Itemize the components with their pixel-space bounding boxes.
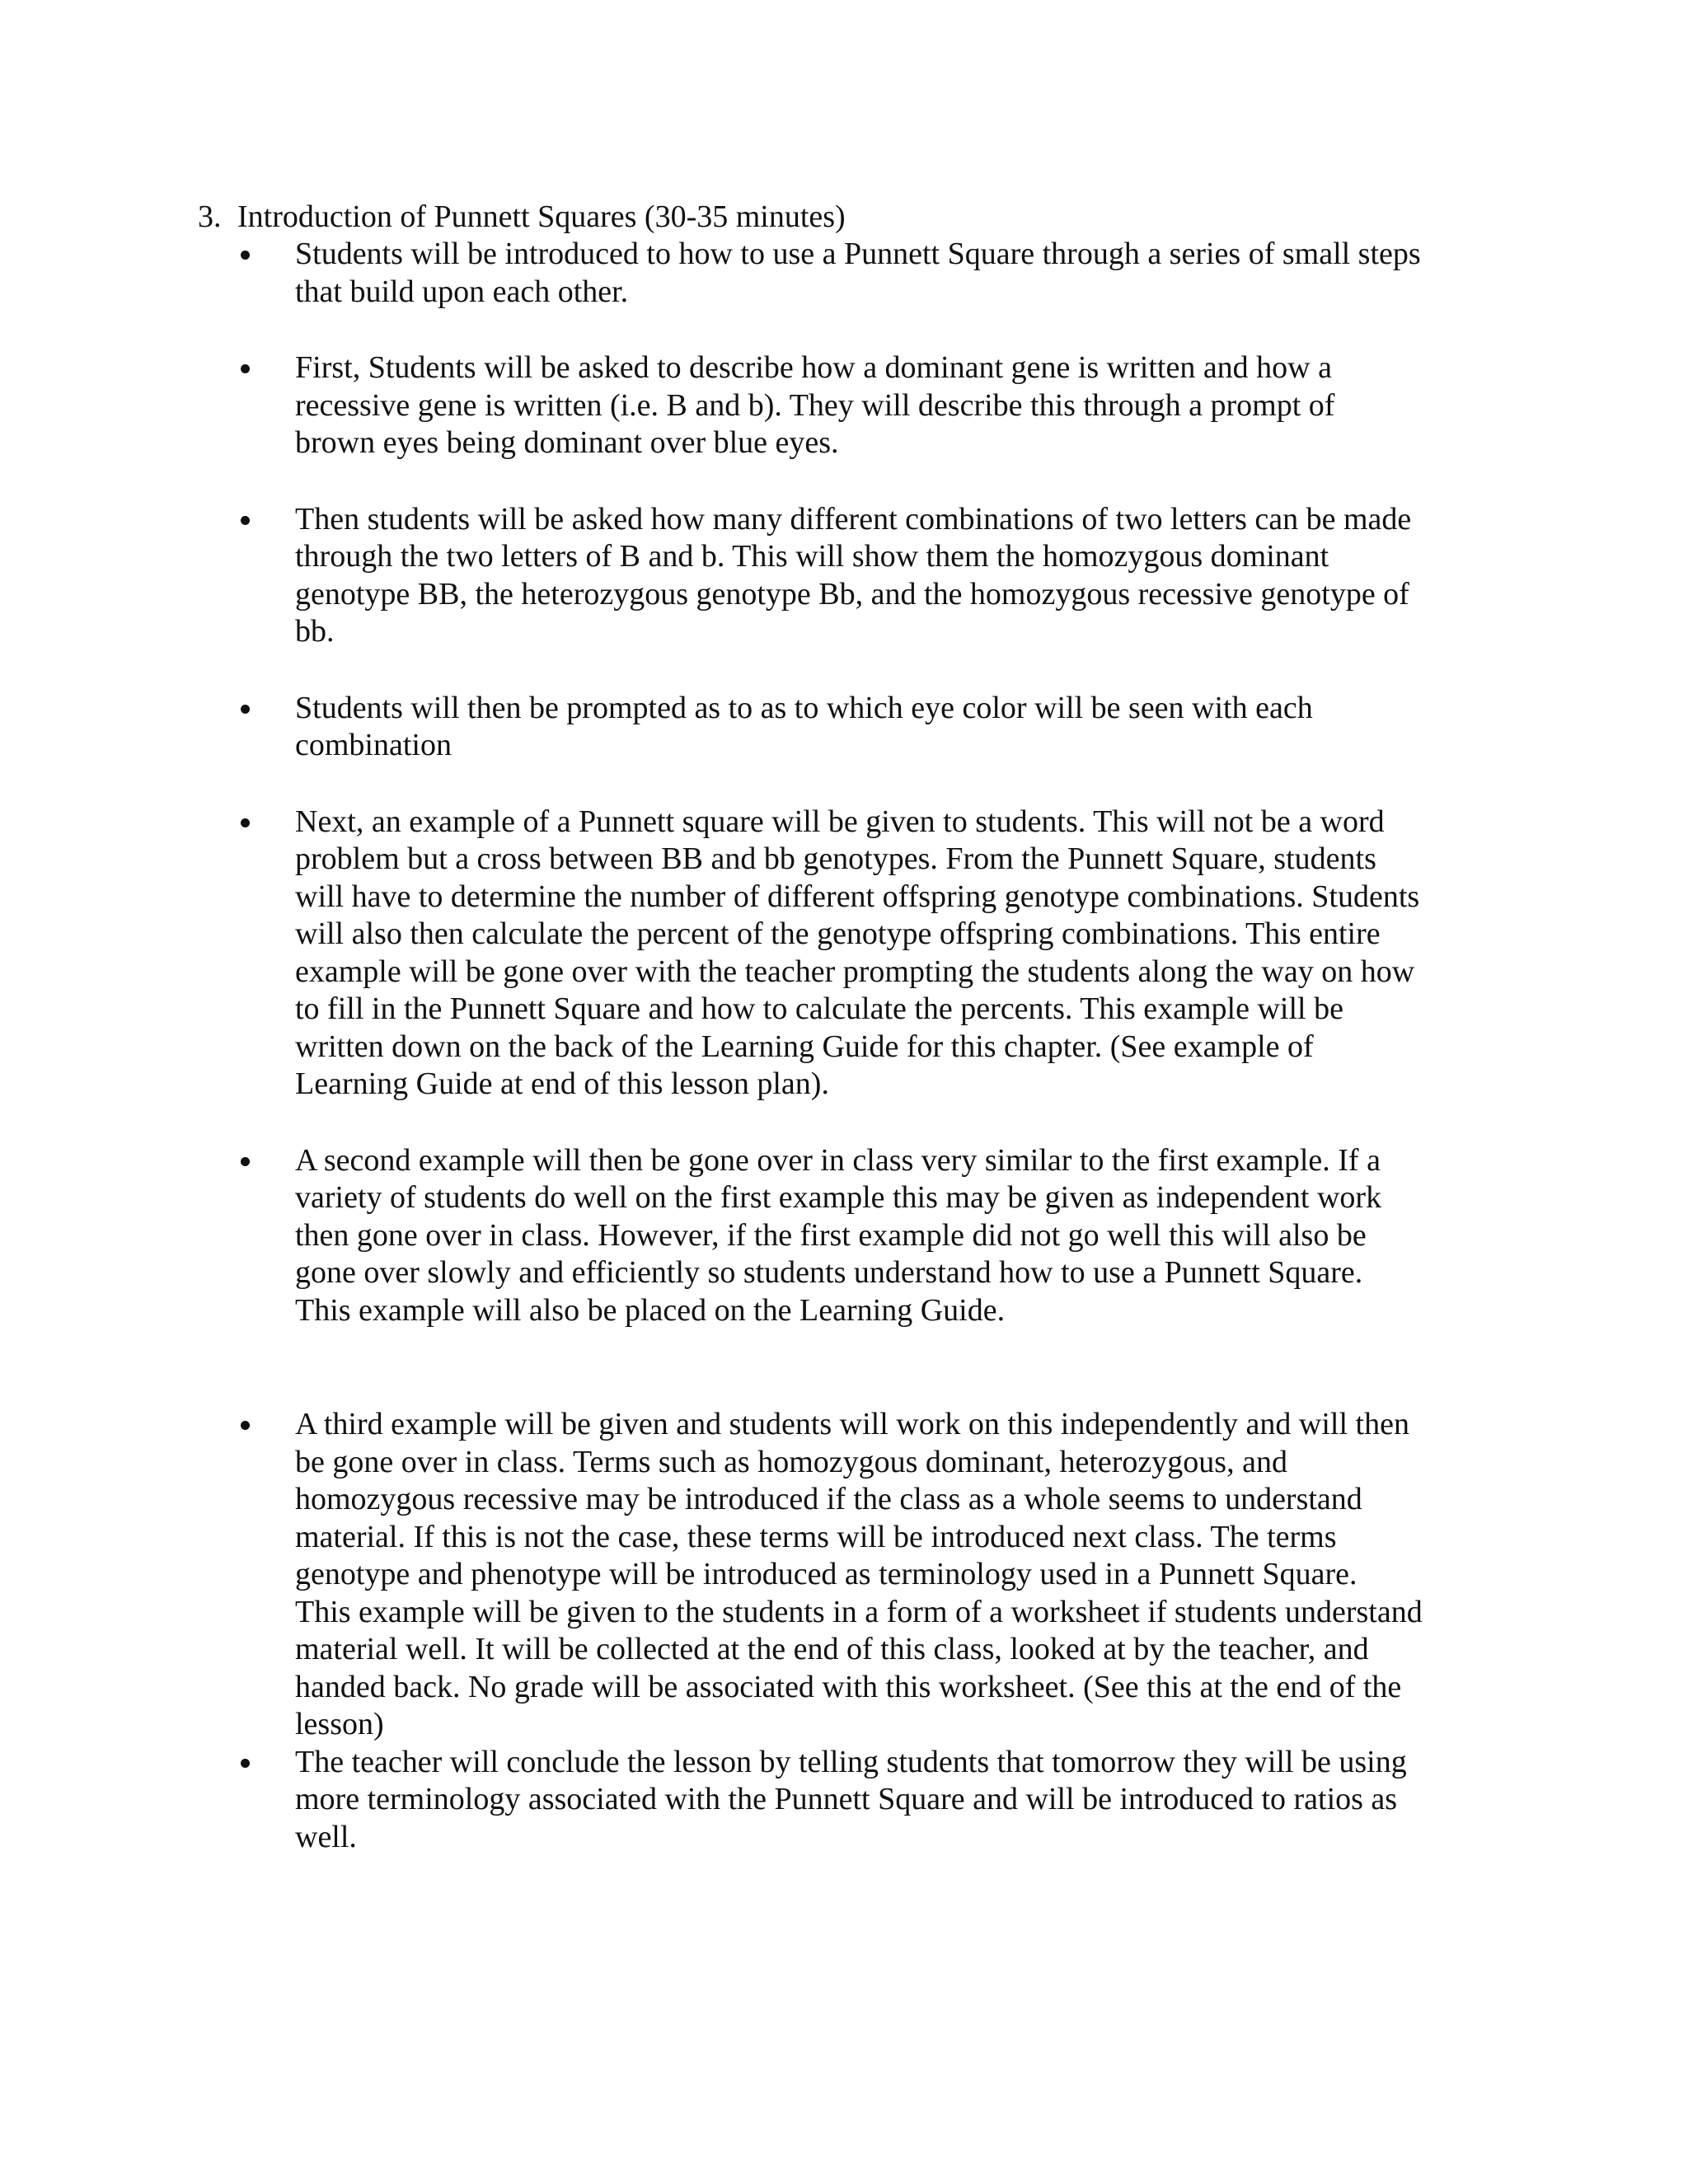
bullet-line: material. If this is not the case, these terms will be introduced next class. The terms <box>295 1519 1337 1554</box>
bullet-line: This example will also be placed on the Learning Guide. <box>295 1292 1006 1328</box>
bullet-item-3 <box>239 501 1475 651</box>
bullet-line: genotype BB, the heterozygous genotype Bb, and the homozygous recessive genotype of <box>295 576 1409 612</box>
bullet-line: bb. <box>295 614 335 649</box>
bullet-dot-icon <box>241 1157 250 1166</box>
bullet-line: brown eyes being dominant over blue eyes. <box>295 425 839 460</box>
section-number: 3. <box>198 199 222 234</box>
bullet-item-2 <box>239 349 1475 462</box>
bullet-line: Students will be introduced to how to use a Punnett Square through a series of small steps <box>295 237 1421 271</box>
bullet-list <box>239 236 1475 1856</box>
bullet-item-1 <box>239 236 1475 311</box>
bullet-line: Students will then be prompted as to as to which eye color will be seen with each <box>295 690 1313 725</box>
bullet-line: material well. It will be collected at the end of this class, looked at by the teacher, and <box>295 1632 1369 1666</box>
bullet-line: Learning Guide at end of this lesson plan). <box>295 1066 829 1101</box>
section-heading <box>198 198 846 236</box>
bullet-item-7 <box>239 1406 1475 1744</box>
bullet-item-4 <box>239 690 1475 765</box>
bullet-line: will also then calculate the percent of the genotype offspring combinations. This entire <box>295 916 1381 951</box>
bullet-dot-icon <box>241 251 250 260</box>
bullet-line: Then students will be asked how many different combinations of two letters can be made <box>295 501 1412 537</box>
bullet-line: recessive gene is written (i.e. B and b). They will describe this through a prompt of <box>295 387 1335 423</box>
bullet-line: through the two letters of B and b. This will show them the homozygous dominant <box>295 539 1329 574</box>
bullet-line: First, Students will be asked to describe how a dominant gene is written and how a <box>295 350 1332 385</box>
bullet-line: that build upon each other. <box>295 274 629 309</box>
bullet-line: gone over slowly and efficiently so students understand how to use a Punnett Square. <box>295 1255 1363 1290</box>
bullet-item-6 <box>239 1142 1475 1330</box>
bullet-line: lesson) <box>295 1707 384 1741</box>
bullet-line: then gone over in class. However, if the first example did not go well this will also be <box>295 1217 1367 1253</box>
bullet-dot-icon <box>241 364 250 373</box>
bullet-line: be gone over in class. Terms such as homozygous dominant, heterozygous, and <box>295 1444 1287 1479</box>
bullet-line: well. <box>295 1819 357 1854</box>
bullet-line: problem but a cross between BB and bb genotypes. From the Punnett Square, students <box>295 841 1376 876</box>
bullet-line: Next, an example of a Punnett square will be given to students. This will not be a word <box>295 804 1385 839</box>
bullet-line: combination <box>295 728 452 762</box>
bullet-dot-icon <box>241 818 250 827</box>
bullet-line: This example will be given to the students in a form of a worksheet if students understand <box>295 1594 1423 1629</box>
bullet-line: handed back. No grade will be associated with this worksheet. (See this at the end of the <box>295 1669 1402 1704</box>
bullet-line: to fill in the Punnett Square and how to calculate the percents. This example will be <box>295 991 1343 1026</box>
bullet-dot-icon <box>241 1759 250 1768</box>
bullet-dot-icon <box>241 705 250 714</box>
bullet-line: variety of students do well on the first example this may be given as independent work <box>295 1180 1382 1215</box>
bullet-line: A third example will be given and students will work on this independently and will then <box>295 1407 1409 1441</box>
bullet-line: The teacher will conclude the lesson by telling students that tomorrow they will be using <box>295 1744 1407 1779</box>
bullet-line: homozygous recessive may be introduced if the class as a whole seems to understand <box>295 1482 1362 1516</box>
bullet-item-5 <box>239 804 1475 1104</box>
bullet-line: more terminology associated with the Punnett Square and will be introduced to ratios as <box>295 1782 1398 1816</box>
bullet-line: example will be gone over with the teacher prompting the students along the way on how <box>295 954 1415 989</box>
bullet-dot-icon <box>241 1421 250 1430</box>
bullet-item-8 <box>239 1744 1475 1857</box>
bullet-line: written down on the back of the Learning Guide for this chapter. (See example of <box>295 1029 1314 1064</box>
section-title: Introduction of Punnett Squares (30-35 minutes) <box>237 199 846 234</box>
bullet-line: A second example will then be gone over in class very similar to the first example. If a <box>295 1142 1381 1178</box>
bullet-dot-icon <box>241 516 250 525</box>
bullet-line: genotype and phenotype will be introduced as terminology used in a Punnett Square. <box>295 1557 1357 1591</box>
bullet-line: will have to determine the number of different offspring genotype combinations. Students <box>295 879 1420 914</box>
